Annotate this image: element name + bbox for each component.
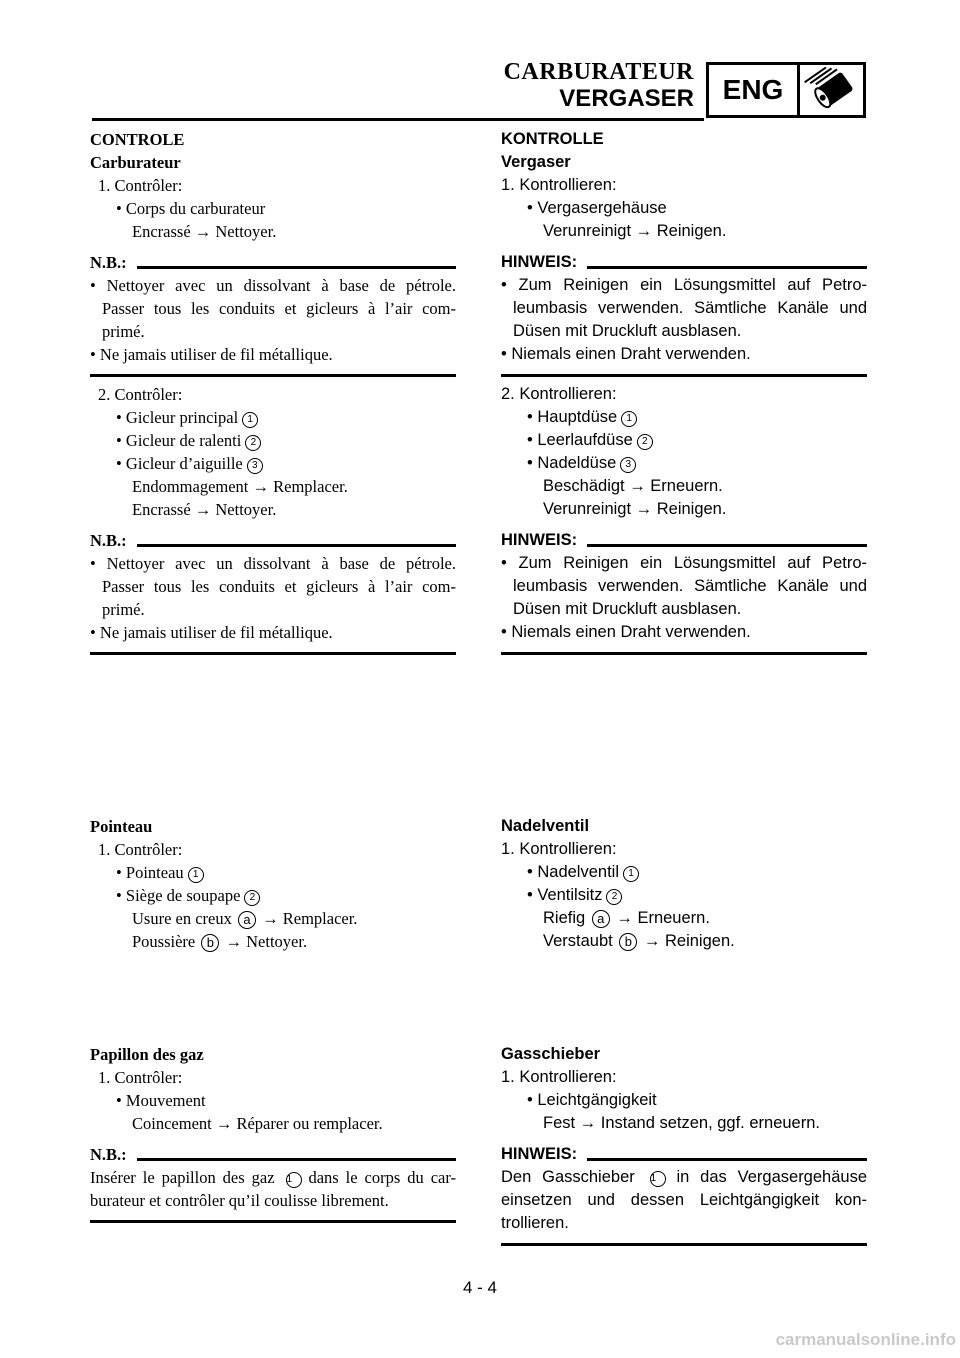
note-line: primé.	[102, 322, 145, 341]
note-header	[90, 251, 456, 274]
header-title-fr: CARBURATEUR	[503, 59, 694, 85]
condition: Encrassé → Nettoyer.	[132, 222, 277, 241]
note-label: HINWEIS:	[501, 531, 578, 549]
section-tab-label: ENG	[709, 65, 800, 115]
section-title: Pointeau	[90, 817, 153, 836]
check-item: • Leichtgängigkeit	[527, 1091, 657, 1109]
column-french	[90, 128, 456, 661]
note-line: • Zum Reinigen ein Lösungsmittel auf Petro-	[501, 554, 867, 572]
note-end-rule	[90, 1220, 456, 1223]
note-line: Passer tous les conduits et gicleurs à l’air com-	[102, 577, 456, 596]
callout-a: a	[592, 910, 610, 928]
check-item: • Siège de soupape 2	[90, 884, 456, 907]
callout-2: 2	[637, 434, 653, 450]
check-item: • Hauptdüse 1	[501, 406, 867, 429]
note-line: • Ne jamais utiliser de fil métallique.	[90, 345, 333, 364]
note-end-rule	[501, 652, 867, 655]
callout-b: b	[201, 934, 219, 952]
section-tab	[706, 62, 866, 118]
check-item: • Mouvement	[116, 1091, 206, 1110]
callout-1: 1	[623, 866, 639, 882]
condition: Riefig a → Erneuern.	[543, 909, 710, 927]
condition: Verunreinigt → Reinigen.	[543, 500, 727, 518]
note-line: primé.	[102, 600, 145, 619]
condition: Coincement → Réparer ou remplacer.	[132, 1114, 383, 1133]
note-label: HINWEIS:	[501, 1145, 578, 1163]
callout-1: 1	[242, 412, 258, 428]
note-rule	[137, 544, 456, 547]
note-end-rule	[90, 652, 456, 655]
note-line: leumbasis verwenden. Sämtliche Kanäle und	[513, 299, 867, 317]
callout-a: a	[238, 911, 256, 929]
callout-3: 3	[247, 458, 263, 474]
check-item: • Gicleur principal 1	[90, 406, 456, 429]
section-title: CONTROLE	[90, 130, 185, 149]
step: 1. Contrôler:	[98, 176, 183, 195]
section-title: Nadelventil	[501, 817, 590, 835]
note-line: Den Gasschieber 1 in das Vergasergehäuse	[501, 1168, 867, 1186]
condition: Endommagement → Remplacer.	[132, 477, 348, 496]
check-item: • Pointeau 1	[90, 861, 456, 884]
note-label: HINWEIS:	[501, 253, 578, 271]
step: 1. Kontrollieren:	[501, 176, 617, 194]
step: 1. Kontrollieren:	[501, 1068, 617, 1086]
watermark: carmanualsonline.info	[775, 1330, 956, 1349]
note-header	[501, 1143, 867, 1166]
check-item: • Gicleur de ralenti 2	[90, 429, 456, 452]
note-rule	[587, 1158, 867, 1161]
note-header	[90, 529, 456, 552]
note-line: Insérer le papillon des gaz 1 dans le corps du car-	[90, 1168, 457, 1187]
note-rule	[137, 266, 456, 269]
note-line: einsetzen und dessen Leichtgängigkeit kon-	[501, 1191, 867, 1209]
step: 2. Contrôler:	[98, 385, 183, 404]
note-header	[501, 529, 867, 552]
callout-2: 2	[244, 890, 260, 906]
note-line: • Nettoyer avec un dissolvant à base de pétrole.	[90, 554, 456, 573]
column-german	[501, 128, 867, 661]
callout-1: 1	[621, 411, 637, 427]
check-item: • Corps du carburateur	[116, 199, 266, 218]
section-title: Gasschieber	[501, 1045, 601, 1063]
condition: Verunreinigt → Reinigen.	[543, 222, 727, 240]
condition: Encrassé → Nettoyer.	[132, 500, 277, 519]
note-end-rule	[90, 374, 456, 377]
condition: Beschädigt → Erneuern.	[543, 477, 723, 495]
callout-1: 1	[188, 867, 204, 883]
note-header	[90, 1143, 456, 1166]
note-line: • Niemals einen Draht verwenden.	[501, 345, 751, 363]
note-end-rule	[501, 374, 867, 377]
callout-1: 1	[650, 1171, 666, 1187]
note-label: N.B.:	[90, 253, 127, 272]
column-french-pointeau	[90, 815, 456, 953]
callout-2: 2	[245, 435, 261, 451]
note-line: Passer tous les conduits et gicleurs à l’air com-	[102, 299, 456, 318]
note-label: N.B.:	[90, 531, 127, 550]
check-item: • Gicleur d’aiguille 3	[90, 452, 456, 475]
note-line: leumbasis verwenden. Sämtliche Kanäle und	[513, 577, 867, 595]
note-line: trollieren.	[501, 1214, 569, 1232]
header-rule	[92, 118, 704, 121]
section-subtitle: Vergaser	[501, 153, 571, 171]
note-line: burateur et contrôler qu’il coulisse librement.	[90, 1191, 389, 1210]
check-item: • Leerlaufdüse 2	[501, 429, 867, 452]
note-line: • Zum Reinigen ein Lösungsmittel auf Petro-	[501, 276, 867, 294]
check-item: • Nadeldüse 3	[501, 452, 867, 475]
condition: Poussière b → Nettoyer.	[132, 932, 308, 951]
section-title: Papillon des gaz	[90, 1045, 204, 1064]
page-number: 4 - 4	[462, 1278, 498, 1297]
header-title-de: VERGASER	[559, 85, 694, 112]
note-header	[501, 251, 867, 274]
note-rule	[137, 1158, 456, 1161]
callout-2: 2	[606, 889, 622, 905]
condition: Fest → Instand setzen, ggf. erneuern.	[543, 1114, 820, 1132]
condition: Verstaubt b → Reinigen.	[543, 932, 735, 950]
column-german-gasschieber	[501, 1043, 867, 1252]
callout-b: b	[619, 933, 637, 951]
section-title: KONTROLLE	[501, 130, 604, 148]
check-item: • Nadelventil 1	[501, 861, 867, 884]
note-line: Düsen mit Druckluft ausblasen.	[513, 322, 742, 340]
step: 1. Kontrollieren:	[501, 840, 617, 858]
check-item: • Ventilsitz 2	[501, 884, 867, 907]
step: 1. Contrôler:	[98, 840, 183, 859]
note-label: N.B.:	[90, 1145, 127, 1164]
callout-3: 3	[620, 457, 636, 473]
note-line: Düsen mit Druckluft ausblasen.	[513, 600, 742, 618]
callout-1: 1	[286, 1172, 302, 1188]
note-line: • Nettoyer avec un dissolvant à base de pétrole.	[90, 276, 456, 295]
section-subtitle: Carburateur	[90, 153, 181, 172]
note-rule	[587, 266, 867, 269]
step: 1. Contrôler:	[98, 1068, 183, 1087]
check-item: • Vergasergehäuse	[527, 199, 667, 217]
note-line: • Ne jamais utiliser de fil métallique.	[90, 623, 333, 642]
step: 2. Kontrollieren:	[501, 385, 617, 403]
note-line: • Niemals einen Draht verwenden.	[501, 623, 751, 641]
note-rule	[587, 544, 867, 547]
column-german-nadelventil	[501, 815, 867, 953]
note-end-rule	[501, 1243, 867, 1246]
condition: Usure en creux a → Remplacer.	[132, 909, 358, 928]
engine-piston-icon	[800, 65, 863, 115]
column-french-papillon	[90, 1043, 456, 1229]
